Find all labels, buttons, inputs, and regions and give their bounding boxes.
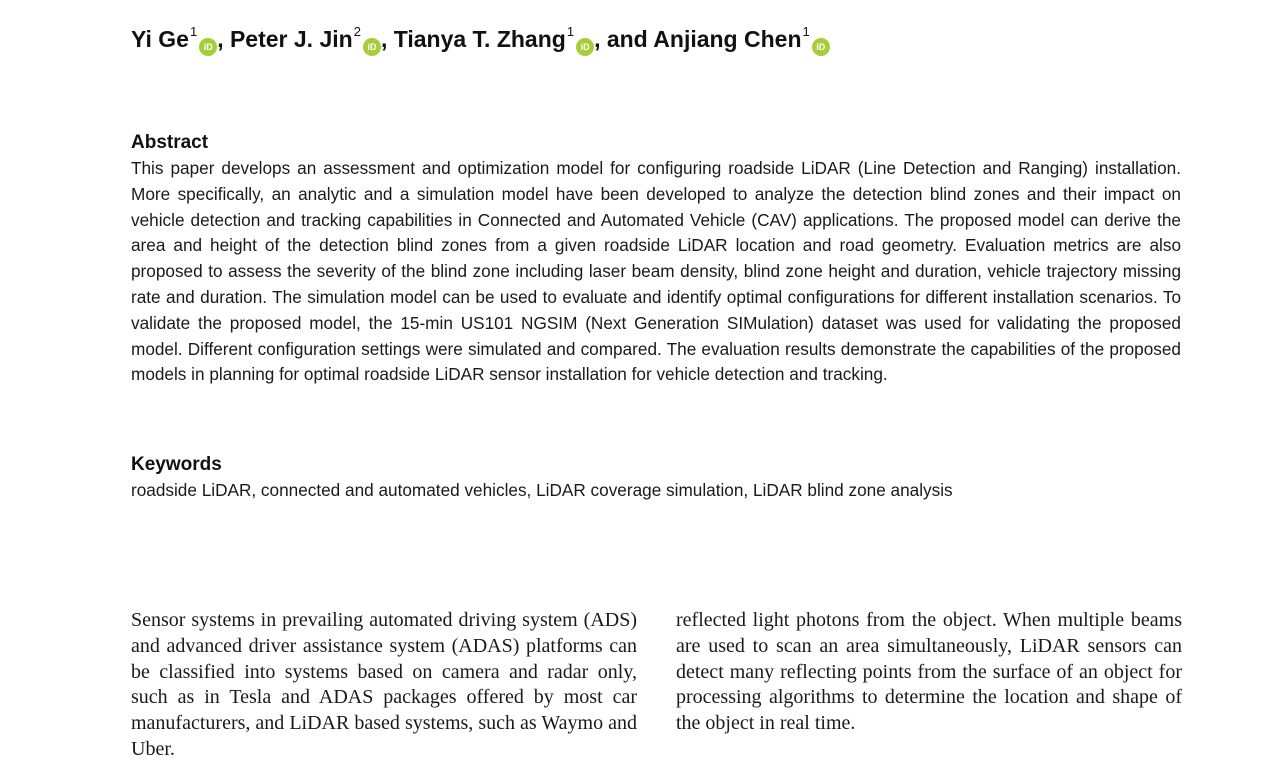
author: Tianya T. Zhang$^1$iD bbox=[394, 26, 594, 52]
orcid-icon[interactable]: iD bbox=[812, 38, 830, 56]
author-separator: , bbox=[217, 26, 230, 52]
author-list bbox=[131, 24, 830, 56]
affiliation-marker: 2 bbox=[353, 24, 361, 39]
abstract-text: This paper develops an assessment and optimization model for configuring roadside LiDAR (Line Detection and Ranging) installation. More specifically, an analytic and a simulation model have been developed to analyze the detection blind zones and their impact on vehicle detection and tracking capabilities in Connected and Automated Vehicle (CAV) applications. The proposed model can derive the area and height of the detection blind zones from a given roadside LiDAR location and road geometry. Evaluation metrics are also proposed to assess the severity of the blind zone including laser beam density, blind zone height and duration, vehicle trajectory missing rate and duration. The simulation model can be used to evaluate and identify optimal configurations for different installation scenarios. To validate the proposed model, the 15-min US101 NGSIM (Next Generation SIMulation) dataset was used for validating the proposed model. Different configuration settings were simulated and compared. The evaluation results demonstrate the capabilities of the proposed models in planning for optimal roadside LiDAR sensor installation for vehicle detection and tracking. bbox=[131, 158, 1181, 385]
body-right-column: reflected light photons from the object. When multiple beams are used to scan an area simultaneously, LiDAR sensors can detect many reflecting points from the surface of an object for processing algorithms to determine the location and shape of the object in real time. bbox=[676, 609, 1182, 735]
affiliation-marker: 1 bbox=[189, 24, 198, 39]
author: Anjiang Chen$^1$iD bbox=[653, 26, 829, 52]
affiliation-marker: 1 bbox=[566, 24, 575, 39]
orcid-icon[interactable]: iD bbox=[576, 38, 594, 56]
author: Yi Ge$^1$iD bbox=[131, 26, 217, 52]
author-separator: , bbox=[380, 26, 394, 52]
orcid-icon[interactable]: iD bbox=[363, 38, 381, 56]
affiliation-marker: 1 bbox=[802, 24, 810, 39]
keywords-text: roadside LiDAR, connected and automated vehicles, LiDAR coverage simulation, LiDAR blind zone analysis bbox=[131, 480, 953, 500]
author: Peter J. Jin$^2$iD bbox=[230, 26, 381, 52]
orcid-icon[interactable]: iD bbox=[199, 38, 217, 56]
author-separator: , and bbox=[594, 26, 654, 52]
body-left-column: Sensor systems in prevailing automated driving system (ADS) and advanced driver assistance system (ADAS) platforms can be classified into systems based on camera and radar only, such as in Tesla and ADAS packages offered by most car manufacturers, and LiDAR based systems, such as Waymo and Uber. bbox=[131, 609, 637, 760]
keywords-heading: Keywords bbox=[131, 454, 222, 475]
abstract-heading: Abstract bbox=[131, 132, 209, 153]
